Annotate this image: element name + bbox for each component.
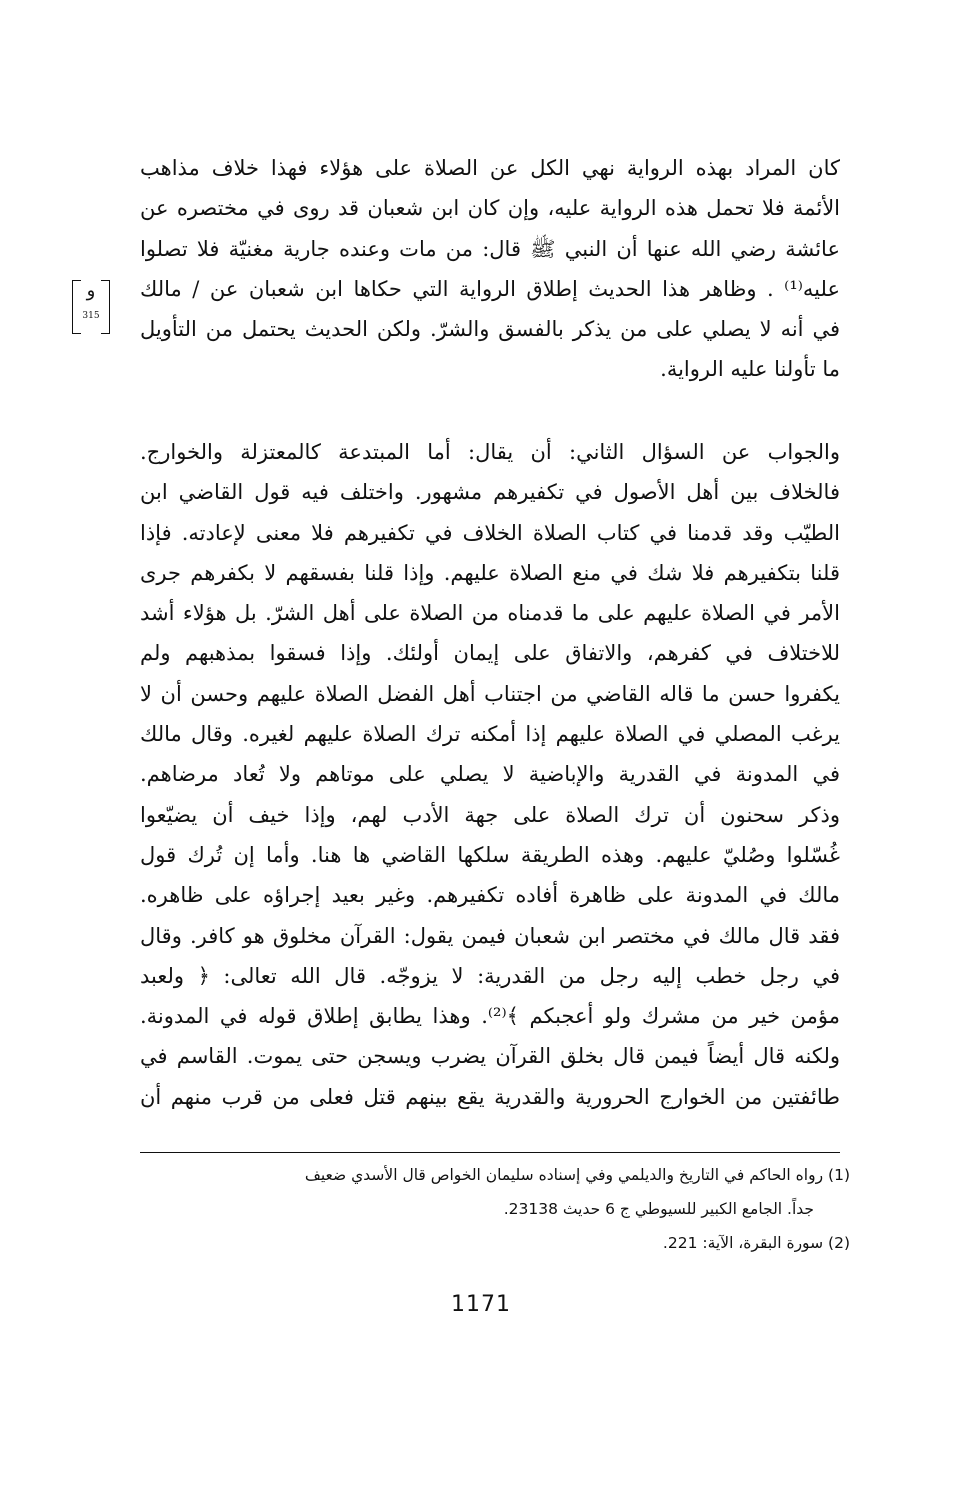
text-line: مؤمن خير من مشرك ولو أعجبكم ﴾⁽²⁾. وهذا يطابق إطلاق قوله في المدونة. xyxy=(140,1004,840,1029)
text-line: الأمر في الصلاة عليهم على ما قدمناه من الصلاة على أهل الشرّ. بل هؤلاء أشد xyxy=(140,601,840,626)
text-line: يرغب المصلي في الصلاة عليهم إذا أمكنه ترك الصلاة عليهم لغيره. وقال مالك xyxy=(140,722,840,747)
paragraph-second-question xyxy=(140,432,840,1117)
text-line: ولكنه قال أيضاً فيمن قال بخلق القرآن يضرب ويسجن حتى يموت. القاسم في xyxy=(140,1044,840,1069)
footnote-1 xyxy=(120,1158,850,1192)
text-line: ما تأولنا عليه الرواية. xyxy=(660,357,840,382)
footnote-number: (1) xyxy=(828,1166,850,1184)
text-line: مالك في المدونة على ظاهرة أفاده تكفيرهم. وغير بعيد إجراؤه على ظاهره. xyxy=(140,883,840,908)
footnote-text: رواه الحاكم في التاريخ والديلمي وفي إسناده سليمان الخواص قال الأسدي ضعيف xyxy=(304,1166,824,1184)
text-line: طائفتين من الخوارج الحرورية والقدرية يقع بينهم قتل فعلى من قرب منهم أن xyxy=(140,1084,840,1109)
text-line: والجواب عن السؤال الثاني: أن يقال: أما المبتدعة كالمعتزلة والخوارج. xyxy=(140,440,840,464)
footnote-number: (2) xyxy=(828,1234,850,1252)
text-line: في رجل خطب إليه رجل من القدرية: لا يزوجّه. قال الله تعالى: ﴿ ولعبد xyxy=(140,963,840,988)
text-line: عائشة رضي الله عنها أن النبي ﷺ قال: من مات وعنده جارية مغنيّة فلا تصلوا xyxy=(140,236,840,261)
text-line: الطيّب وقد قدمنا في كتاب الصلاة الخلاف في تكفيرهم فلا معنى لإعادته. فإذا xyxy=(140,520,840,545)
text-line: وذكر سحنون أن ترك الصلاة على جهة الأدب لهم، وإذا خيف أن يضيّعوا xyxy=(140,802,840,827)
page-number: 1171 xyxy=(451,1292,511,1317)
text-line: في المدونة في القدرية والإباضية لا يصلي على موتاهم ولا تُعاد مرضاهم. xyxy=(140,762,840,787)
text-line: عليه⁽¹⁾ . وظاهر هذا الحديث إطلاق الرواية التي حكاها ابن شعبان عن / مالك xyxy=(140,276,840,301)
folio-number: 315 xyxy=(82,311,100,321)
text-line: فالخلاف بين أهل الأصول في تكفيرهم مشهور. واختلف فيه قول القاضي ابن xyxy=(140,480,840,505)
footnote-2 xyxy=(120,1226,850,1260)
paragraph-continuation xyxy=(140,148,840,390)
text-line: غُسّلوا وصُليّ عليهم. وهذه الطريقة سلكها القاضي ها هنا. وأما إن تُرك قول xyxy=(140,842,840,867)
footnote-text: جداً. الجامع الكبير للسيوطي ج 6 حديث 23138. xyxy=(503,1200,814,1218)
text-line: يكفروا حسن ما قاله القاضي من اجتناب أهل الفضل الصلاة عليهم وحسن أن لا xyxy=(140,681,840,706)
text-line: للاختلاف في كفرهم، والاتفاق على إيمان أولئك. وإذا فسقوا بمذهبهم ولم xyxy=(140,641,840,666)
manuscript-folio-marker xyxy=(70,278,112,338)
text-line: قلنا بتكفيرهم فلا شك في منع الصلاة عليهم. وإذا قلنا بفسقهم لا بكفرهم جرى xyxy=(140,560,840,585)
text-line: الأئمة فلا تحمل هذه الرواية عليه، وإن كان ابن شعبان قد روى في مختصره عن xyxy=(140,196,840,221)
text-line: في أنه لا يصلي على من يذكر بالفسق والشرّ. ولكن الحديث يحتمل من التأويل xyxy=(140,317,840,342)
folio-letter: و xyxy=(86,280,96,301)
text-line: كان المراد بهذه الرواية نهي الكل عن الصلاة على هؤلاء فهذا خلاف مذاهب xyxy=(140,156,840,180)
footnote-text: سورة البقرة، الآية: 221. xyxy=(662,1234,824,1252)
footnotes xyxy=(120,1158,850,1260)
text-line: فقد قال مالك في مختصر ابن شعبان فيمن يقول: القرآن مخلوق هو كافر. وقال xyxy=(140,923,840,948)
footnote-1-continuation xyxy=(120,1192,850,1226)
footnote-separator xyxy=(140,1152,840,1153)
